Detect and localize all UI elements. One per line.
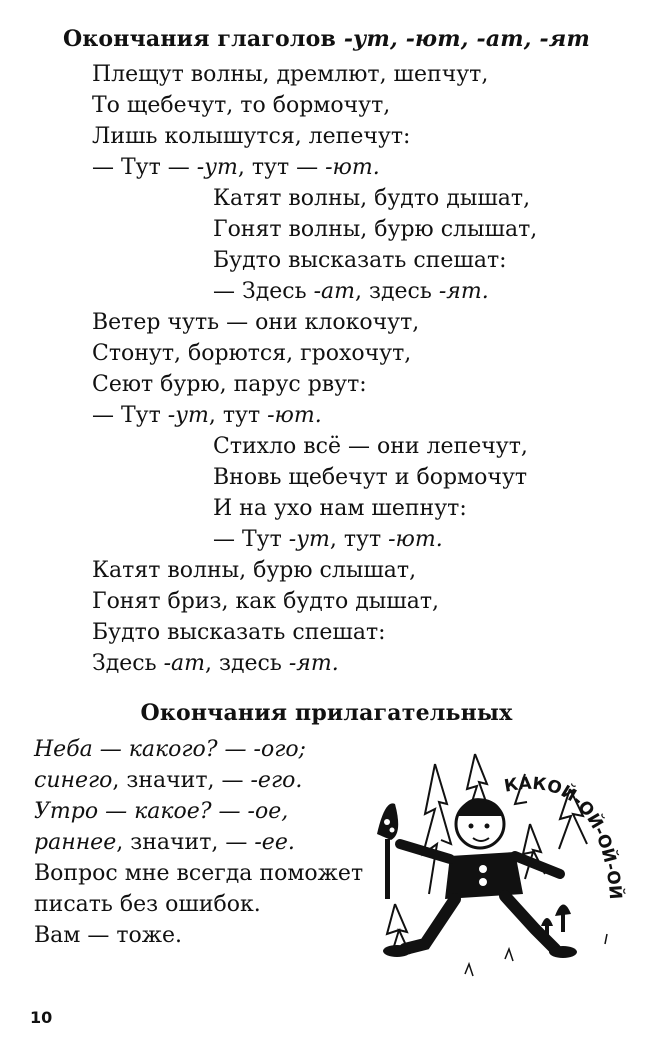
ending: -ут — [288, 527, 330, 552]
refrain-text: , тут — [329, 527, 389, 552]
rule-line — [34, 768, 302, 794]
rule-italic: Утро — какое? — -ое, — [34, 799, 289, 824]
illustration-boy-in-forest — [355, 744, 630, 989]
poem-line: Будто высказать спешат: — [92, 620, 386, 645]
poem-line: Катят волны, бурю слышат, — [92, 558, 417, 583]
refrain-text: Здесь — [92, 651, 164, 676]
rule-text: , значит, — — [112, 768, 251, 793]
ending: -ат — [163, 651, 205, 676]
rule-ending: -ее. — [254, 830, 295, 855]
refrain-text: — Тут — [213, 527, 289, 552]
poem-line: Стонут, борются, грохочут, — [92, 341, 412, 366]
rule-line — [34, 830, 295, 856]
ending: -ют. — [267, 403, 322, 428]
mushroom-icon — [377, 803, 398, 899]
poem-refrain — [92, 651, 339, 677]
rule-italic: синего — [34, 768, 113, 793]
section-title-adjective-endings: Окончания прилагательных — [140, 700, 513, 726]
poem-line: И на ухо нам шепнут: — [213, 496, 467, 521]
poem-refrain — [92, 155, 380, 181]
title-endings: -ут, -ют, -ат, -ят — [343, 26, 590, 52]
refrain-text: , тут — [208, 403, 268, 428]
poem-line: То щебечут, то бормочут, — [92, 93, 391, 118]
boy-figure — [383, 798, 577, 958]
ending: -ят. — [438, 279, 489, 304]
rule-text: , значит, — — [116, 830, 255, 855]
page-number: 10 — [30, 1008, 53, 1027]
rule-line: Вопрос мне всегда поможет — [34, 861, 364, 886]
poem-line: Лишь колышутся, лепечут: — [92, 124, 411, 149]
ending: -ут — [196, 155, 238, 180]
exclamation-arc-text — [503, 774, 627, 900]
ending: -ят. — [288, 651, 339, 676]
exclamation-text: КАКОЙ-ОЙ-ОЙ-ОЙ — [502, 773, 626, 901]
section-title-verb-endings — [0, 26, 653, 52]
poem-refrain — [92, 403, 322, 429]
rule-line — [34, 799, 288, 825]
ending: -ат — [313, 279, 355, 304]
title-prefix: Окончания глаголов — [62, 26, 344, 52]
poem-line: Гонят бриз, как будто дышат, — [92, 589, 440, 614]
rule-line: писать без ошибок. — [34, 892, 261, 917]
rule-ending: -его. — [250, 768, 303, 793]
rule-italic: раннее — [34, 830, 117, 855]
poem-line: Сеют бурю, парус рвут: — [92, 372, 367, 397]
poem-line: Ветер чуть — они клокочут, — [92, 310, 420, 335]
poem-refrain — [213, 279, 489, 305]
poem-line: Плещут волны, дремлют, шепчут, — [92, 62, 489, 87]
rule-line: Вам — тоже. — [34, 923, 183, 948]
poem-line: Будто высказать спешат: — [213, 248, 507, 273]
ending: -ют. — [388, 527, 443, 552]
poem-line: Катят волны, будто дышат, — [213, 186, 531, 211]
ending: -ут — [167, 403, 209, 428]
poem-line: Стихло всё — они лепечут, — [213, 434, 528, 459]
refrain-text: , тут — — [237, 155, 326, 180]
boy-illustration — [355, 744, 630, 989]
refrain-text: — Тут — [92, 403, 168, 428]
poem-line: Гонят волны, бурю слышат, — [213, 217, 538, 242]
ending: -ют. — [325, 155, 380, 180]
refrain-text: , здесь — [354, 279, 439, 304]
poem-line: Вновь щебечут и бормочут — [213, 465, 528, 490]
refrain-text: , здесь — [205, 651, 289, 676]
rule-line — [34, 737, 306, 763]
refrain-text: — Тут — — [92, 155, 197, 180]
grass-marks — [465, 934, 607, 976]
refrain-text: — Здесь — [213, 279, 314, 304]
poem-refrain — [213, 527, 443, 553]
rule-italic: Неба — какого? — -ого; — [34, 737, 306, 762]
